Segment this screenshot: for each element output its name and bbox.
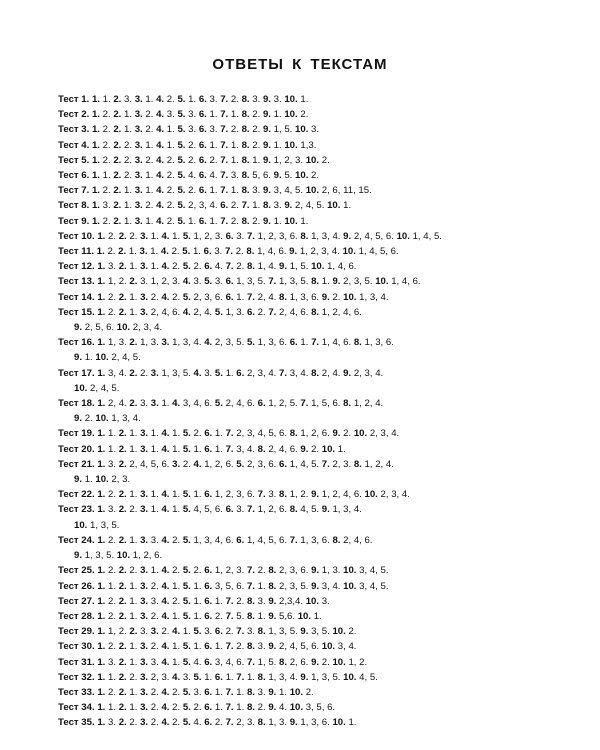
answer-line: Тест 3. 1. 2. 2. 1. 3. 2. 4. 1. 5. 3. 6. 3. 7. 2. 8. 2. 9. 1, 5. 10. 3. bbox=[58, 124, 320, 136]
answer-line: Тест 23. 1. 3. 2. 2. 3. 1. 4. 1. 5. 4, 5, 6. 6. 3. 7. 1, 2, 6. 8. 4, 5. 9. 1, 3, 4. bbox=[58, 504, 362, 516]
answer-line: Тест 12. 1. 3. 2. 1. 3. 1. 4. 2. 5. 2. 6. 4. 7. 2. 8. 1, 4. 9. 1, 5. 10. 1, 4, 6. bbox=[58, 261, 357, 273]
test-label: Тест 30. bbox=[58, 641, 95, 653]
test-label: Тест 33. bbox=[58, 686, 95, 698]
answer-line: 9. 2, 5, 6. 10. 2, 3, 4. bbox=[74, 322, 163, 334]
test-label: Тест 6. bbox=[58, 170, 90, 182]
test-label: Тест 4. bbox=[58, 139, 90, 151]
test-label: Тест 20. bbox=[58, 443, 95, 455]
answer-line: Тест 34. 1. 1. 2. 1. 3. 2. 4. 2. 5. 2. 6. 1. 7. 1. 8. 2. 9. 4. 10. 3, 5, 6. bbox=[58, 702, 336, 714]
answer-line: Тест 27. 1. 2. 2. 1. 3. 3. 4. 2. 5. 1. 6. 1. 7. 2. 8. 3. 9. 2,3,4. 10. 3. bbox=[58, 595, 330, 607]
test-label: Тест 28. bbox=[58, 610, 95, 622]
answer-line: Тест 8. 1. 3. 2. 1. 3. 2. 4. 2. 5. 2, 3, 4. 6. 2. 7. 1. 8. 3. 9. 2, 4, 5. 10. 1. bbox=[58, 200, 352, 212]
test-label: Тест 19. bbox=[58, 428, 95, 440]
test-label: Тест 14. bbox=[58, 291, 95, 303]
test-label: Тест 24. bbox=[58, 534, 95, 546]
answer-line: Тест 28. 1. 2. 2. 1. 3. 2. 4. 1. 5. 1. 6. 2. 7. 5. 8. 1. 9. 5,6. 10. 1. bbox=[58, 610, 322, 622]
page-title: ОТВЕТЫ К ТЕКСТАМ bbox=[212, 56, 388, 73]
test-label: Тест 9. bbox=[58, 215, 90, 227]
test-label: Тест 15. bbox=[58, 306, 95, 318]
test-label: Тест 10. bbox=[58, 230, 95, 242]
answer-line: Тест 30. 1. 2. 2. 1. 3. 2. 4. 1. 5. 1. 6. 1. 7. 2. 8. 3. 9. 2, 4, 5, 6. 10. 3, 4. bbox=[58, 641, 357, 653]
answer-line: Тест 35. 1. 3. 2. 2. 3. 2. 4. 2. 5. 4. 6. 2. 7. 2, 3. 8. 1, 3. 9. 1, 3, 6. 10. 1. bbox=[58, 717, 357, 729]
answer-line: Тест 15. 1. 2. 2. 1. 3. 2, 4, 6. 4. 2, 4. 5. 1, 3. 6. 2. 7. 2, 4, 6. 8. 1, 2, 4, 6. bbox=[58, 306, 362, 318]
answer-line: Тест 21. 1. 3. 2. 2, 4, 5, 6. 3. 2. 4. 1, 2, 6. 5. 2, 3, 6. 6. 1, 4, 5. 7. 2, 3. 8. 1, 2, 4. bbox=[58, 458, 394, 470]
test-label: Тест 18. bbox=[58, 398, 95, 410]
answer-line: Тест 6. 1. 1. 2. 2. 3. 1. 4. 2. 5. 4. 6. 4. 7. 3. 8. 5, 6. 9. 5. 10. 2. bbox=[58, 170, 320, 182]
answer-line: Тест 9. 1. 2. 2. 1. 3. 1. 4. 2. 5. 1. 6. 1. 7. 2. 8. 2. 9. 1. 10. 1. bbox=[58, 215, 309, 227]
answer-line: Тест 5. 1. 2. 2. 2. 3. 2. 4. 2. 5. 2. 6. 2. 7. 1. 8. 1. 9. 1, 2, 3. 10. 2. bbox=[58, 154, 330, 166]
test-label: Тест 13. bbox=[58, 276, 95, 288]
answer-line: Тест 22. 1. 2. 2. 1. 3. 1. 4. 1. 5. 1. 6. 1, 2, 3, 6. 7. 3. 8. 1, 2. 9. 1, 2, 4, 6. 10. 2, 3, 4. bbox=[58, 489, 410, 501]
answer-line: 9. 1, 3, 5. 10. 1, 2, 6. bbox=[74, 550, 163, 562]
test-label: Тест 29. bbox=[58, 626, 95, 638]
answer-line: 10. 2, 4, 5. bbox=[74, 382, 120, 394]
test-label: Тест 35. bbox=[58, 717, 95, 729]
answer-line: Тест 18. 1. 2, 4. 2. 3. 3. 1. 4. 3, 4, 6. 5. 2, 4, 6. 6. 1, 2, 5. 7. 1, 5, 6. 8. 1, 2, 4. bbox=[58, 398, 384, 410]
answer-line: Тест 26. 1. 1. 2. 1. 3. 2. 4. 1. 5. 1. 6. 3, 5, 6. 7. 1. 8. 2, 3, 5. 9. 3, 4. 10. 3, 4, 5. bbox=[58, 580, 389, 592]
answer-line: Тест 33. 1. 2. 2. 1. 3. 2. 4. 2. 5. 3. 6. 1. 7. 1. 8. 3. 9. 1. 10. 2. bbox=[58, 686, 314, 698]
test-label: Тест 32. bbox=[58, 671, 95, 683]
answer-line: Тест 10. 1. 2. 2. 2. 3. 1. 4. 1. 5. 1, 2, 3. 6. 3. 7. 1, 2, 3, 6. 8. 1, 3, 4. 9. 2, 4, 5, 6. 10. 1, 4, 5. bbox=[58, 230, 442, 242]
answer-line: 10. 1, 3, 5. bbox=[74, 519, 120, 531]
test-label: Тест 8. bbox=[58, 200, 90, 212]
answer-line: Тест 31. 1. 3. 2. 1. 3. 3. 4. 1. 5. 4. 6. 3, 4, 6. 7. 1, 5. 8. 2, 6. 9. 2. 10. 1, 2. bbox=[58, 656, 368, 668]
test-label: Тест 22. bbox=[58, 489, 95, 501]
answer-line: Тест 13. 1. 1, 2. 2. 3. 1, 2, 3. 4. 3. 5. 3. 6. 1, 3, 5. 7. 1, 3, 5. 8. 1. 9. 2, 3, 5. 10. 1, 4, 6. bbox=[58, 276, 421, 288]
test-label: Тест 5. bbox=[58, 154, 90, 166]
test-label: Тест 16. bbox=[58, 337, 95, 349]
answer-line: Тест 32. 1. 1. 2. 2. 3. 2, 3. 4. 3. 5. 1. 6. 1. 7. 1. 8. 1, 3, 4. 9. 1, 3, 5. 10. 4, 5. bbox=[58, 671, 378, 683]
test-label: Тест 25. bbox=[58, 565, 95, 577]
answer-line: Тест 29. 1. 1, 2. 2. 3. 3. 2. 4. 1. 5. 3. 6. 2. 7. 3. 8. 1, 3, 5. 9. 3, 5. 10. 2. bbox=[58, 626, 357, 638]
test-label: Тест 17. bbox=[58, 367, 95, 379]
answer-line: Тест 20. 1. 1. 2. 1. 3. 1. 4. 1. 5. 1. 6. 1. 7. 3, 4. 8. 2, 4, 6. 9. 2. 10. 1. bbox=[58, 443, 346, 455]
test-label: Тест 1. bbox=[58, 94, 90, 105]
answer-line: Тест 16. 1. 1, 3. 2. 1, 3. 3. 1, 3, 4. 4. 2, 3, 5. 5. 1, 3, 6. 6. 1. 7. 1, 4, 6. 8. 1, 3, 6. bbox=[58, 337, 394, 349]
answer-line: Тест 7. 1. 2. 2. 1. 3. 1. 4. 2. 5. 2. 6. 1. 7. 1. 8. 3. 9. 3, 4, 5. 10. 2, 6, 11, 15. bbox=[58, 185, 372, 197]
answer-line: 9. 2. 10. 1, 3, 4. bbox=[74, 413, 141, 425]
answers-list bbox=[58, 92, 538, 731]
test-label: Тест 27. bbox=[58, 595, 95, 607]
answer-line: Тест 14. 1. 2. 2. 1. 3. 2. 4. 2. 5. 2, 3, 6. 6. 1. 7. 2, 4. 8. 1, 3, 6. 9. 2. 10. 1, 3, 4. bbox=[58, 291, 389, 303]
test-label: Тест 12. bbox=[58, 261, 95, 273]
test-label: Тест 2. bbox=[58, 109, 90, 121]
answer-line: Тест 11. 1. 2. 2. 1. 3. 1. 4. 2. 5. 1. 6. 3. 7. 2. 8. 1, 4, 6. 9. 1, 2, 3, 4. 10. 1, 4, 5, 6. bbox=[58, 246, 399, 258]
answer-line: Тест 1. 1. 1. 2. 3. 3. 1. 4. 2. 5. 1. 6. 3. 7. 2. 8. 3. 9. 3. 10. 1. bbox=[58, 94, 309, 105]
answer-line: 9. 1. 10. 2, 4, 5. bbox=[74, 352, 141, 364]
answer-line: Тест 4. 1. 2. 2. 2. 3. 1. 4. 1. 5. 2. 6. 1. 7. 1. 8. 2. 9. 1. 10. 1,3. bbox=[58, 139, 317, 151]
test-label: Тест 31. bbox=[58, 656, 95, 668]
answer-line: 9. 1. 10. 2, 3. bbox=[74, 474, 131, 486]
test-label: Тест 7. bbox=[58, 185, 90, 197]
test-label: Тест 3. bbox=[58, 124, 90, 136]
answer-line: Тест 19. 1. 1. 2. 1. 3. 1. 4. 1. 5. 2. 6. 1. 7. 2, 3, 4, 5, 6. 8. 1, 2, 6. 9. 2. 10. 2, 3, 4. bbox=[58, 428, 400, 440]
test-label: Тест 34. bbox=[58, 702, 95, 714]
answer-line: Тест 2. 1. 2. 2. 1. 3. 2. 4. 3. 5. 3. 6. 1. 7. 1. 8. 2. 9. 1. 10. 2. bbox=[58, 109, 309, 121]
test-label: Тест 11. bbox=[58, 246, 95, 258]
answer-line: Тест 24. 1. 2. 2. 1. 3. 3. 4. 2. 5. 1, 3, 4, 6. 6. 1, 4, 5, 6. 7. 1, 3, 6. 8. 2, 4, 6. bbox=[58, 534, 373, 546]
answer-line: Тест 25. 1. 2. 2. 2. 3. 1. 4. 2. 5. 2. 6. 1, 2, 3. 7. 2. 8. 2, 3, 6. 9. 1, 3. 10. 3, 4, 5. bbox=[58, 565, 389, 577]
test-label: Тест 21. bbox=[58, 458, 95, 470]
answer-line: Тест 17. 1. 3, 4. 2. 2. 3. 1, 3, 5. 4. 3. 5. 1. 6. 2, 3, 4. 7. 3, 4. 8. 2, 4. 9. 2, 3, 4. bbox=[58, 367, 384, 379]
test-label: Тест 26. bbox=[58, 580, 95, 592]
test-label: Тест 23. bbox=[58, 504, 95, 516]
